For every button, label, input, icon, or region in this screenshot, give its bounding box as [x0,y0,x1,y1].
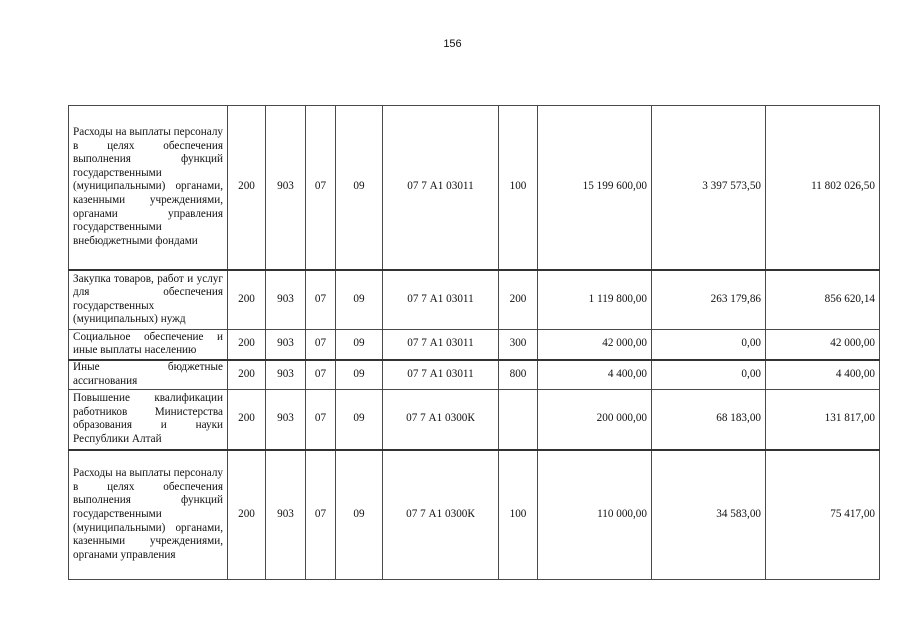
code-cell: 200 [228,450,266,580]
code-cell: 200 [228,270,266,330]
amount-remaining-cell: 75 417,00 [766,450,880,580]
table-row [69,270,880,330]
expense-type-cell: 100 [499,450,538,580]
amount-plan-cell: 15 199 600,00 [538,106,652,270]
amount-remaining-cell: 4 400,00 [766,360,880,390]
table-row [69,390,880,450]
amount-executed-cell: 34 583,00 [652,450,766,580]
code-cell: 200 [228,330,266,360]
table-row [69,450,880,580]
section-cell: 07 [306,330,336,360]
row-description: Иные бюджетные ассигнования [69,360,228,390]
amount-remaining-cell: 131 817,00 [766,390,880,450]
amount-plan-cell: 200 000,00 [538,390,652,450]
expense-type-cell: 300 [499,330,538,360]
amount-plan-cell: 110 000,00 [538,450,652,580]
amount-remaining-cell: 856 620,14 [766,270,880,330]
section-cell: 07 [306,390,336,450]
subsection-cell: 09 [336,270,383,330]
expense-type-cell: 200 [499,270,538,330]
target-article-cell: 07 7 А1 03011 [383,330,499,360]
expense-type-cell: 800 [499,360,538,390]
target-article-cell: 07 7 А1 03011 [383,106,499,270]
table-row [69,330,880,360]
ministry-code-cell: 903 [266,106,306,270]
expense-type-cell [499,390,538,450]
amount-executed-cell: 0,00 [652,330,766,360]
ministry-code-cell: 903 [266,450,306,580]
row-description: Расходы на выплаты персоналу в целях обеспечения выполнения функций государственными (муниципальными) органами, казенными учреждениями, органами управления [69,450,228,580]
ministry-code-cell: 903 [266,270,306,330]
amount-remaining-cell: 11 802 026,50 [766,106,880,270]
row-description: Закупка товаров, работ и услуг для обеспечения государственных (муниципальных) нужд [69,270,228,330]
amount-plan-cell: 1 119 800,00 [538,270,652,330]
subsection-cell: 09 [336,360,383,390]
amount-plan-cell: 4 400,00 [538,360,652,390]
target-article-cell: 07 7 А1 03011 [383,360,499,390]
amount-executed-cell: 3 397 573,50 [652,106,766,270]
ministry-code-cell: 903 [266,390,306,450]
row-description: Повышение квалификации работников Министерства образования и науки Республики Алтай [69,390,228,450]
ministry-code-cell: 903 [266,330,306,360]
amount-remaining-cell: 42 000,00 [766,330,880,360]
table-row [69,106,880,270]
section-cell: 07 [306,450,336,580]
code-cell: 200 [228,106,266,270]
amount-executed-cell: 263 179,86 [652,270,766,330]
target-article-cell: 07 7 А1 03011 [383,270,499,330]
code-cell: 200 [228,390,266,450]
code-cell: 200 [228,360,266,390]
target-article-cell: 07 7 А1 0300К [383,390,499,450]
page-number: 156 [443,38,462,50]
budget-table [68,105,880,580]
section-cell: 07 [306,106,336,270]
row-description: Социальное обеспечение и иные выплаты населению [69,330,228,360]
subsection-cell: 09 [336,390,383,450]
target-article-cell: 07 7 А1 0300К [383,450,499,580]
amount-plan-cell: 42 000,00 [538,330,652,360]
section-cell: 07 [306,360,336,390]
amount-executed-cell: 0,00 [652,360,766,390]
subsection-cell: 09 [336,330,383,360]
table-row [69,360,880,390]
amount-executed-cell: 68 183,00 [652,390,766,450]
expense-type-cell: 100 [499,106,538,270]
row-description: Расходы на выплаты персоналу в целях обеспечения выполнения функций государственными (муниципальными) органами, казенными учреждениями, органами управления государственными внебюджетными фондами [69,106,228,270]
section-cell: 07 [306,270,336,330]
subsection-cell: 09 [336,450,383,580]
subsection-cell: 09 [336,106,383,270]
ministry-code-cell: 903 [266,360,306,390]
